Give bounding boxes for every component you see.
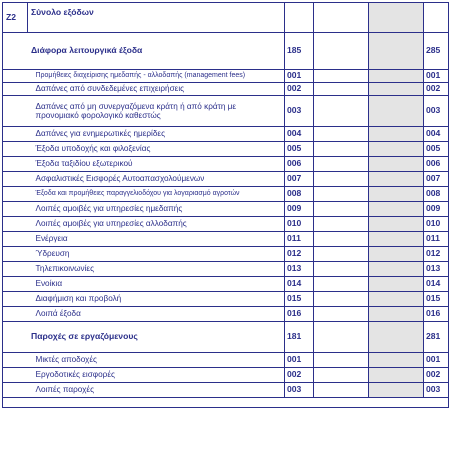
table-row	[3, 353, 449, 368]
row-shaded-cell	[369, 217, 424, 232]
row-code-right: 006	[424, 157, 449, 172]
row-code-right: 003	[424, 383, 449, 398]
row-spacer-cell	[3, 353, 28, 368]
row-code-right: 007	[424, 172, 449, 187]
row-value-field[interactable]	[314, 187, 369, 202]
row-code-right: 009	[424, 202, 449, 217]
row-spacer-cell	[3, 96, 28, 127]
row-value-field[interactable]	[314, 383, 369, 398]
table-row	[3, 292, 449, 307]
section-title: Διάφορα λειτουργικά έξοδα	[3, 33, 285, 70]
row-label: Έξοδα και προμήθειες παραγγελιοδόχου για λογαριασμό αγροτών	[28, 187, 285, 202]
row-code-right: 016	[424, 307, 449, 322]
row-spacer-cell	[3, 262, 28, 277]
row-spacer-cell	[3, 217, 28, 232]
row-code-right: 011	[424, 232, 449, 247]
table-row	[3, 277, 449, 292]
section-code-right: 281	[424, 322, 449, 353]
row-label: Έξοδα ταξιδίου εξωτερικού	[28, 157, 285, 172]
header-blank-cell	[369, 3, 424, 33]
row-value-field[interactable]	[314, 247, 369, 262]
row-spacer-cell	[3, 383, 28, 398]
row-spacer-cell	[3, 157, 28, 172]
row-code-left: 008	[285, 187, 314, 202]
row-shaded-cell	[369, 262, 424, 277]
row-code-left: 003	[285, 383, 314, 398]
table-row	[3, 368, 449, 383]
section-shaded-cell	[369, 322, 424, 353]
row-shaded-cell	[369, 127, 424, 142]
table-row	[3, 127, 449, 142]
row-code-left: 002	[285, 368, 314, 383]
row-shaded-cell	[369, 368, 424, 383]
row-label: Ύδρευση	[28, 247, 285, 262]
row-code-left: 002	[285, 83, 314, 96]
row-value-field[interactable]	[314, 262, 369, 277]
row-code-left: 009	[285, 202, 314, 217]
row-spacer-cell	[3, 368, 28, 383]
row-code-left: 001	[285, 70, 314, 83]
row-code-right: 005	[424, 142, 449, 157]
header-blank-cell	[424, 3, 449, 33]
row-label: Μικτές αποδοχές	[28, 353, 285, 368]
row-label: Ενέργεια	[28, 232, 285, 247]
row-code-left: 006	[285, 157, 314, 172]
row-label: Δαπάνες από μη συνεργαζόμενα κράτη ή από κράτη με προνομιακό φορολογικό καθεστώς	[28, 96, 285, 127]
table-row	[3, 70, 449, 83]
row-value-field[interactable]	[314, 157, 369, 172]
table-footer-row	[3, 398, 449, 408]
row-spacer-cell	[3, 307, 28, 322]
row-label: Προμήθειες διαχείρισης ημεδαπής - αλλοδαπής (management fees)	[28, 70, 285, 83]
row-label: Δαπάνες για ενημερωτικές ημερίδες	[28, 127, 285, 142]
section-title: Παροχές σε εργαζόμενους	[3, 322, 285, 353]
table-row	[3, 157, 449, 172]
row-label: Λοιπές αμοιβές για υπηρεσίες αλλοδαπής	[28, 217, 285, 232]
footer-blank-cell	[3, 398, 449, 408]
row-value-field[interactable]	[314, 142, 369, 157]
row-value-field[interactable]	[314, 217, 369, 232]
row-shaded-cell	[369, 187, 424, 202]
table-row	[3, 247, 449, 262]
row-code-right: 010	[424, 217, 449, 232]
row-shaded-cell	[369, 307, 424, 322]
row-code-left: 011	[285, 232, 314, 247]
row-shaded-cell	[369, 83, 424, 96]
row-shaded-cell	[369, 202, 424, 217]
row-label: Ασφαλιστικές Εισφορές Αυτοαπασχολούμενων	[28, 172, 285, 187]
row-code-right: 008	[424, 187, 449, 202]
row-code-left: 004	[285, 127, 314, 142]
row-code-left: 014	[285, 277, 314, 292]
table-row	[3, 217, 449, 232]
row-shaded-cell	[369, 247, 424, 262]
row-value-field[interactable]	[314, 307, 369, 322]
row-value-field[interactable]	[314, 202, 369, 217]
row-spacer-cell	[3, 187, 28, 202]
table-row	[3, 262, 449, 277]
section-value-field[interactable]	[314, 33, 369, 70]
row-spacer-cell	[3, 232, 28, 247]
header-row	[3, 3, 449, 33]
row-value-field[interactable]	[314, 83, 369, 96]
row-shaded-cell	[369, 353, 424, 368]
row-value-field[interactable]	[314, 277, 369, 292]
row-code-right: 003	[424, 96, 449, 127]
row-spacer-cell	[3, 202, 28, 217]
table-row	[3, 83, 449, 96]
row-code-right: 015	[424, 292, 449, 307]
table-row	[3, 307, 449, 322]
row-code-right: 001	[424, 70, 449, 83]
row-spacer-cell	[3, 127, 28, 142]
row-shaded-cell	[369, 292, 424, 307]
row-label: Διαφήμιση και προβολή	[28, 292, 285, 307]
row-label: Τηλεπικοινωνίες	[28, 262, 285, 277]
row-value-field[interactable]	[314, 172, 369, 187]
row-code-right: 012	[424, 247, 449, 262]
row-value-field[interactable]	[314, 292, 369, 307]
row-code-left: 001	[285, 353, 314, 368]
table-row	[3, 142, 449, 157]
row-spacer-cell	[3, 277, 28, 292]
expenses-form-table	[2, 2, 449, 408]
row-shaded-cell	[369, 157, 424, 172]
row-shaded-cell	[369, 96, 424, 127]
row-shaded-cell	[369, 277, 424, 292]
row-shaded-cell	[369, 232, 424, 247]
table-row	[3, 202, 449, 217]
row-shaded-cell	[369, 70, 424, 83]
row-label: Λοιπές αμοιβές για υπηρεσίες ημεδαπής	[28, 202, 285, 217]
row-label: Λοιπές παροχές	[28, 383, 285, 398]
table-row	[3, 172, 449, 187]
row-label: Ενοίκια	[28, 277, 285, 292]
section-row	[3, 322, 449, 353]
section-code-right: 285	[424, 33, 449, 70]
header-blank-cell	[285, 3, 314, 33]
row-spacer-cell	[3, 172, 28, 187]
row-label: Έξοδα υποδοχής και φιλοξενίας	[28, 142, 285, 157]
section-row	[3, 33, 449, 70]
table-row	[3, 232, 449, 247]
row-spacer-cell	[3, 142, 28, 157]
row-label: Δαπάνες από συνδεδεμένες επιχειρήσεις	[28, 83, 285, 96]
row-spacer-cell	[3, 292, 28, 307]
row-code-right: 002	[424, 368, 449, 383]
row-label: Λοιπά έξοδα	[28, 307, 285, 322]
row-code-left: 016	[285, 307, 314, 322]
table-row	[3, 187, 449, 202]
row-label: Εργοδοτικές εισφορές	[28, 368, 285, 383]
row-code-right: 014	[424, 277, 449, 292]
section-shaded-cell	[369, 33, 424, 70]
row-code-left: 003	[285, 96, 314, 127]
table-row	[3, 96, 449, 127]
section-value-field[interactable]	[314, 322, 369, 353]
row-code-right: 001	[424, 353, 449, 368]
row-value-field[interactable]	[314, 353, 369, 368]
row-code-right: 004	[424, 127, 449, 142]
row-code-left: 012	[285, 247, 314, 262]
table-row	[3, 383, 449, 398]
row-spacer-cell	[3, 70, 28, 83]
row-spacer-cell	[3, 247, 28, 262]
row-value-field[interactable]	[314, 368, 369, 383]
row-shaded-cell	[369, 383, 424, 398]
row-code-left: 013	[285, 262, 314, 277]
row-code-left: 005	[285, 142, 314, 157]
header-title: Σύνολο εξόδων	[28, 3, 285, 33]
row-shaded-cell	[369, 172, 424, 187]
row-value-field[interactable]	[314, 70, 369, 83]
row-code-right: 013	[424, 262, 449, 277]
row-shaded-cell	[369, 142, 424, 157]
row-value-field[interactable]	[314, 232, 369, 247]
header-code: Ζ2	[3, 3, 28, 33]
row-code-left: 015	[285, 292, 314, 307]
row-code-left: 010	[285, 217, 314, 232]
row-value-field[interactable]	[314, 127, 369, 142]
row-spacer-cell	[3, 83, 28, 96]
section-code-left: 181	[285, 322, 314, 353]
header-blank-cell	[314, 3, 369, 33]
row-code-right: 002	[424, 83, 449, 96]
section-code-left: 185	[285, 33, 314, 70]
row-code-left: 007	[285, 172, 314, 187]
row-value-field[interactable]	[314, 96, 369, 127]
